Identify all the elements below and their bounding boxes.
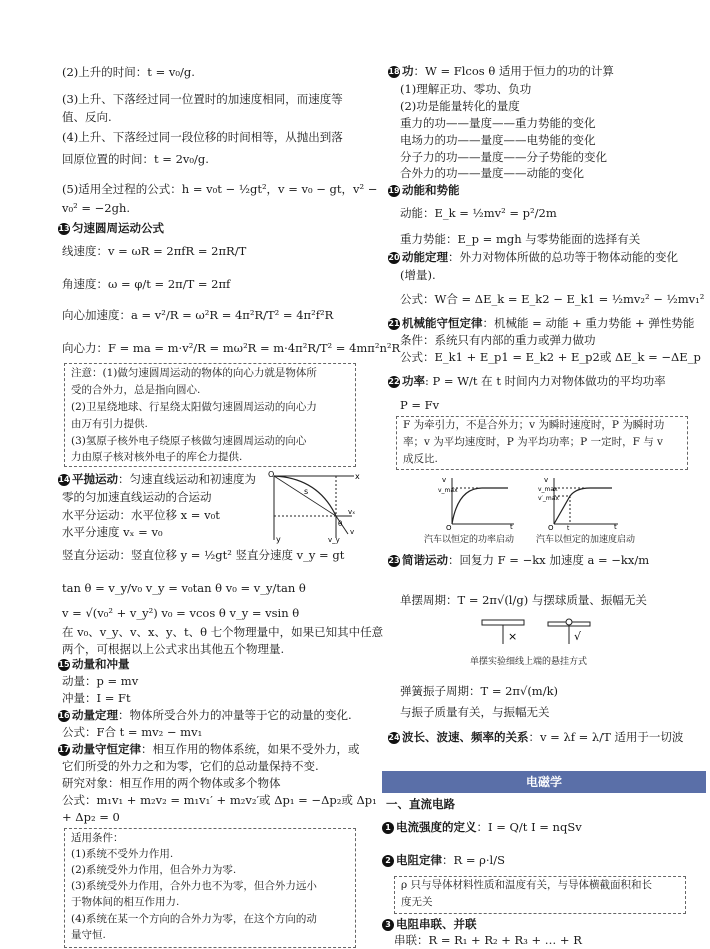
note-line: (3)氢原子核外电子绕原子核做匀速圆周运动的向心 <box>71 435 307 447</box>
section-number-badge: 20 <box>388 253 400 262</box>
text-line: (2)功是能量转化的量度 <box>400 99 520 113</box>
text-line: 水平分运动：水平位移 x = v₀t <box>62 508 220 522</box>
section-body: ：相互作用的物体系统，如果不受外力，或 <box>141 742 360 756</box>
dc-section-1 <box>382 818 582 836</box>
fig-label: x <box>355 472 360 481</box>
formula-line: v = √(v₀² + v_y²) v₀ = vcos θ v_y = vsin θ <box>62 606 300 620</box>
section-body: ：外力对物体所做的总功等于物体动能的变化 <box>448 250 678 264</box>
pendulum-caption: 单摆实验细线上端的悬挂方式 <box>470 657 588 667</box>
fig-label: vₓ <box>348 508 356 516</box>
fig-label: s <box>304 487 309 496</box>
text-line: 值、反向. <box>62 110 112 124</box>
section-number-badge: 24 <box>388 733 400 742</box>
section-number-badge: 23 <box>388 556 400 565</box>
section-19-heading <box>388 181 460 199</box>
section-title: 机械能守恒定律 <box>402 316 483 330</box>
text-line: 它们所受的外力之和为零，它们的总动量保持不变. <box>62 759 319 773</box>
section-body: ：物体所受合外力的冲量等于它的动量的变化. <box>118 708 352 722</box>
section-title: 功率 <box>402 374 425 388</box>
fig-label: y <box>276 535 281 544</box>
note-line: 成反比. <box>403 453 438 465</box>
formula-line: 单摆周期：T = 2π√(l/g) 与摆球质量、振幅无关 <box>400 593 647 607</box>
formula-line: 弹簧振子周期：T = 2π√(m/k) <box>400 684 559 698</box>
fig-label: t <box>567 525 570 530</box>
section-number-badge: 3 <box>382 919 394 931</box>
section-body: ：回复力 F = −kx 加速度 a = −kx/m <box>448 553 650 567</box>
formula-line: 公式：E_k1 + E_p1 = E_k2 + E_p2或 ΔE_k = −ΔE_p <box>400 350 701 364</box>
text-line: v₀² = −2gh. <box>62 201 131 215</box>
formula-line: 公式：W合 = ΔE_k = E_k2 − E_k1 = ½mv₂² − ½mv₁² <box>400 292 705 306</box>
section-14-heading <box>58 470 256 488</box>
text-line: 分子力的功——量度——分子势能的变化 <box>400 150 607 164</box>
fig-label: v <box>544 476 549 484</box>
fig-label: O <box>548 524 554 530</box>
section-17-heading <box>58 740 360 758</box>
section-title: 动能和势能 <box>402 183 460 197</box>
formula-line: tan θ = v_y/v₀ v_y = v₀tan θ v₀ = v_y/tan θ <box>62 581 306 595</box>
section-18-heading <box>388 62 614 80</box>
projectile-diagram <box>268 468 362 544</box>
text-line: 重力的功——量度——重力势能的变化 <box>400 116 596 130</box>
section-21-heading <box>388 314 694 332</box>
formula-line: 公式：m₁v₁ + m₂v₂ = m₁v₁′ + m₂v₂′或 Δp₁ = −Δp₂或 Δp₁ <box>62 793 377 807</box>
note-line: (2)卫星绕地球、行星绕太阳做匀速圆周运动的向心力 <box>71 401 317 413</box>
graph-caption: 汽车以恒定的加速度启动 <box>536 535 636 545</box>
section-number-badge: 14 <box>58 475 70 484</box>
note-line: F 为牵引力，不是合外力；v 为瞬时速度时，P 为瞬时功 <box>403 419 665 431</box>
section-body: ：v = λf = λ/T 适用于一切波 <box>528 730 684 744</box>
section-number-badge: 22 <box>388 377 400 386</box>
text-line: (增量). <box>400 268 436 282</box>
formula-line: 动能：E_k = ½mv² = p²/2m <box>400 206 557 220</box>
section-16-heading <box>58 706 352 724</box>
section-title: 简谐运动 <box>402 553 448 567</box>
formula-line: P = Fv <box>400 398 440 412</box>
fig-label: v′_max <box>538 495 559 502</box>
formula-line: 向心加速度：a = v²/R = ω²R = 4π²R/T² = 4π²f²R <box>62 308 334 322</box>
note-line: 度无关 <box>401 896 433 908</box>
text-line: 在 v₀、v_y、v、x、y、t、θ 七个物理量中，如果已知其中任意 <box>62 625 384 639</box>
pendulum-suspension-diagram <box>478 618 638 646</box>
note-box-circular <box>64 363 356 467</box>
section-number-badge: 19 <box>388 186 400 195</box>
section-title: 电流强度的定义 <box>396 820 477 834</box>
text-line: 两个，可根据以上公式求出其他五个物理量. <box>62 642 285 656</box>
note-line: (1)系统不受外力作用. <box>71 848 174 860</box>
section-number-badge: 2 <box>382 855 394 867</box>
section-title: 动量定理 <box>72 708 118 722</box>
section-number-badge: 15 <box>58 660 70 669</box>
formula-line: 动量：p = mv <box>62 674 139 688</box>
fig-label: O <box>446 524 452 530</box>
note-line: (3)系统受外力作用，合外力也不为零，但合外力远小 <box>71 880 317 892</box>
section-number-badge: 17 <box>58 745 70 754</box>
section-title: 波长、波速、频率的关系 <box>402 730 529 744</box>
section-title: 动能定理 <box>402 250 448 264</box>
formula-line: 公式：F合 t = mv₂ − mv₁ <box>62 725 203 739</box>
section-body: ：W = Flcos θ 适用于恒力的功的计算 <box>413 64 614 78</box>
text-line: 水平分速度 vₓ = v₀ <box>62 525 163 539</box>
section-number-badge: 1 <box>382 822 394 834</box>
note-line: 由万有引力提供. <box>71 418 148 430</box>
section-20-heading <box>388 248 678 266</box>
note-line: (2)系统受外力作用，但合外力为零. <box>71 864 237 876</box>
section-body: ：机械能 = 动能 + 重力势能 + 弹性势能 <box>482 316 695 330</box>
fig-label: t <box>510 523 513 530</box>
section-title: 匀速圆周运动公式 <box>72 221 164 235</box>
text-line: (2)上升的时间：t = v₀/g. <box>62 65 195 79</box>
formula-line: 重力势能：E_p = mgh 与零势能面的选择有关 <box>400 232 641 246</box>
section-title: 功 <box>402 64 414 78</box>
formula-line: 角速度：ω = φ/t = 2π/T = 2πf <box>62 277 231 291</box>
note-line: 率；v 为平均速度时，P 为平均功率；P 一定时，F 与 v <box>403 436 663 448</box>
text-line: (5)适用全过程的公式：h = v₀t − ½gt²，v = v₀ − gt，v² − <box>62 182 378 196</box>
constant-power-graph <box>438 474 518 530</box>
text-line: 与振子质量有关，与振幅无关 <box>400 705 550 719</box>
text-line: (1)理解正功、零功、负功 <box>400 82 532 96</box>
formula-line: 串联：R = R₁ + R₂ + R₃ + … + R <box>394 933 582 947</box>
section-body: ：匀速直线运动和初速度为 <box>118 472 256 486</box>
section-title: 动量守恒定律 <box>72 742 141 756</box>
fig-label: v <box>350 528 355 536</box>
section-13-heading <box>58 219 164 237</box>
section-title: 电阻定律 <box>396 853 442 867</box>
section-body: : P = W/t 在 t 时间内力对物体做功的平均功率 <box>425 374 666 388</box>
text-line: 条件：系统只有内部的重力或弹力做功 <box>400 333 596 347</box>
fig-label: θ <box>338 520 343 528</box>
formula-line: 冲量：I = Ft <box>62 691 131 705</box>
formula-line: 向心力：F = ma = m·v²/R = mω²R = m·4π²R/T² = 4mπ²n²R <box>62 341 401 355</box>
fig-label: v_max <box>538 486 558 493</box>
text-line: 回原位置的时间：t = 2v₀/g. <box>62 152 209 166</box>
note-box-conditions <box>64 828 356 948</box>
constant-acceleration-graph <box>538 474 622 530</box>
note-line: (4)系统在某一个方向的合外力为零，在这个方向的动 <box>71 913 317 925</box>
section-body: ：R = ρ·l/S <box>442 853 505 867</box>
section-title: 动量和冲量 <box>72 657 130 671</box>
note-line: 于物体间的相互作用力. <box>71 896 180 908</box>
section-23-heading <box>388 551 649 569</box>
fig-mark: × <box>508 630 518 643</box>
section-number-badge: 18 <box>388 67 400 76</box>
section-body: ：I = Q/t I = nqSv <box>476 820 582 834</box>
electromagnetism-banner: 电磁学 <box>382 771 706 793</box>
section-number-badge: 16 <box>58 711 70 720</box>
note-box-power <box>396 416 688 470</box>
text-line: (4)上升、下落经过同一段位移的时间相等，从抛出到落 <box>62 130 343 144</box>
section-number-badge: 13 <box>58 224 70 233</box>
fig-mark: √ <box>574 630 582 643</box>
section-15-heading <box>58 655 130 673</box>
dc-section-2 <box>382 851 505 869</box>
note-line: 量守恒. <box>71 929 106 941</box>
dc-circuit-heading: 一、直流电路 <box>386 797 455 811</box>
fig-label: v <box>442 476 447 484</box>
note-box-resistivity <box>394 876 686 914</box>
fig-label: t <box>614 523 617 530</box>
section-title: 平抛运动 <box>72 472 118 486</box>
fig-label: O <box>268 470 275 479</box>
text-line: 零的匀加速直线运动的合运动 <box>62 490 212 504</box>
note-line: ρ 只与导体材料性质和温度有关，与导体横截面积和长 <box>401 879 653 891</box>
graph-caption: 汽车以恒定的功率启动 <box>424 535 515 545</box>
section-number-badge: 21 <box>388 319 400 328</box>
formula-line: 线速度：v = ωR = 2πfR = 2πR/T <box>62 244 247 258</box>
formula-line: + Δp₂ = 0 <box>62 810 120 824</box>
note-line: 注意：(1)做匀速圆周运动的物体的向心力就是物体所 <box>71 367 317 379</box>
section-22-heading <box>388 372 666 390</box>
text-line: 电场力的功——量度——电势能的变化 <box>400 133 596 147</box>
text-line: 竖直分运动：竖直位移 y = ½gt² 竖直分速度 v_y = gt <box>62 548 345 562</box>
note-line: 力由原子核对核外电子的库仑力提供. <box>71 451 243 463</box>
fig-label: v_y <box>328 536 340 544</box>
note-line: 受的合外力，总是指向圆心. <box>71 384 201 396</box>
text-line: 合外力的功——量度——动能的变化 <box>400 166 584 180</box>
text-line: (3)上升、下落经过同一位置时的加速度相同，而速度等 <box>62 92 343 106</box>
text-line: 研究对象：相互作用的两个物体或多个物体 <box>62 776 281 790</box>
section-title: 电阻串联、并联 <box>396 917 477 931</box>
section-24-heading <box>388 728 683 746</box>
fig-label: v_max <box>438 487 458 494</box>
note-line: 适用条件： <box>71 832 124 844</box>
